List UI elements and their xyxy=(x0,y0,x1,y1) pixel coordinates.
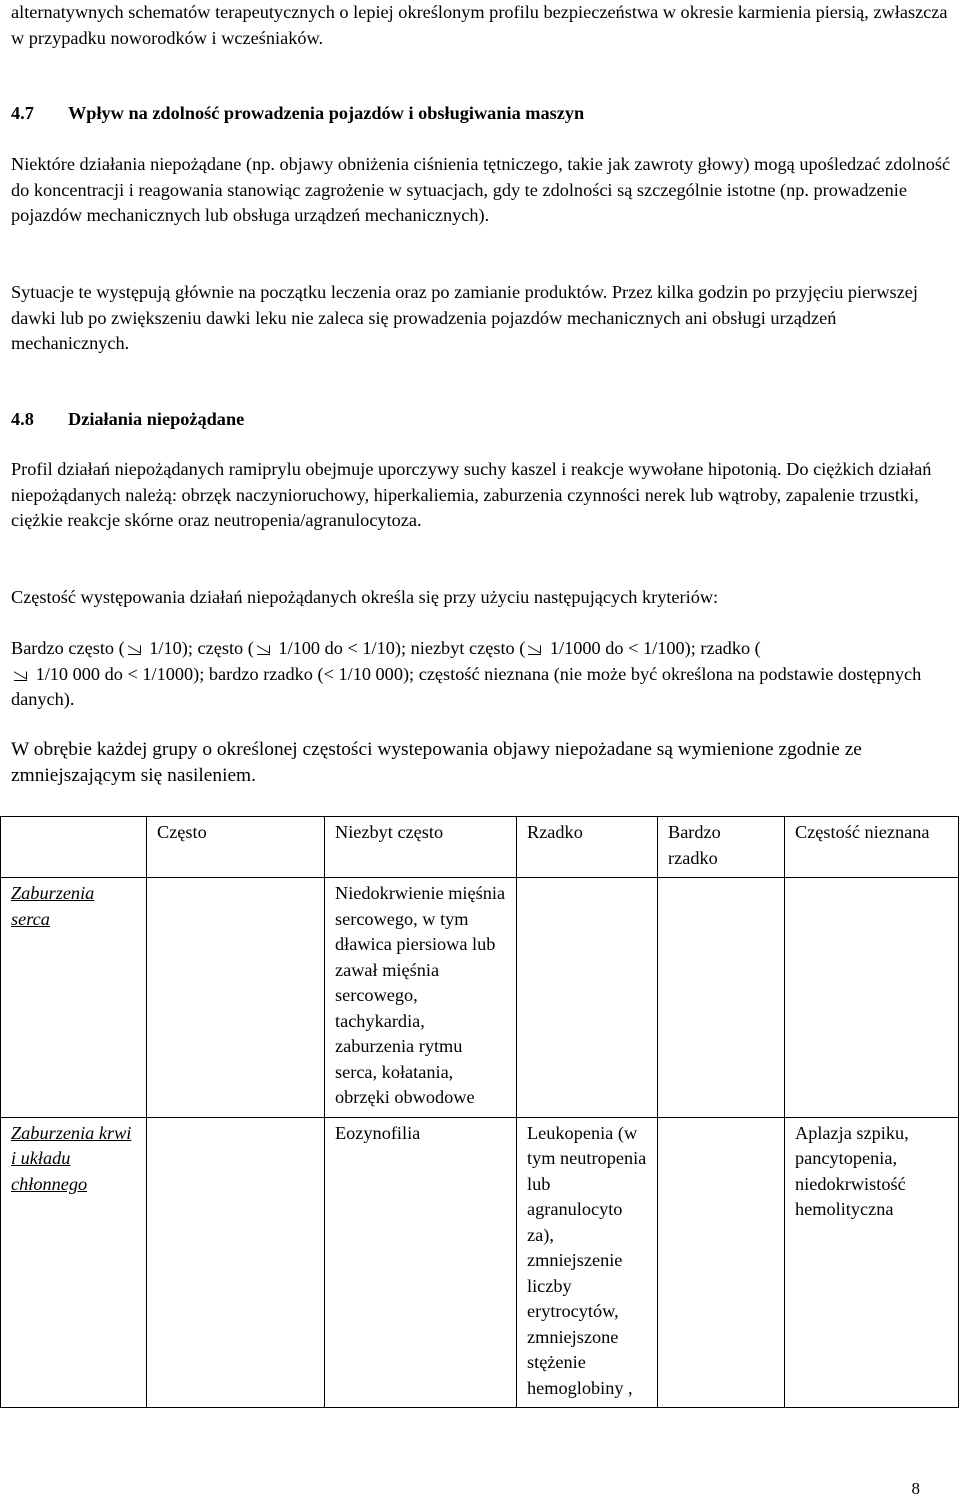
section-number: 4.8 xyxy=(11,409,34,429)
table-cell: Eozynofilia xyxy=(325,1117,517,1408)
table-cell-soc xyxy=(1,878,147,1118)
table-header-row xyxy=(1,817,959,878)
section-heading-4-7 xyxy=(11,101,584,127)
table-cell xyxy=(517,878,658,1118)
section-number: 4.7 xyxy=(11,103,34,123)
table-cell xyxy=(147,1117,325,1408)
table-cell: Niedokrwienie mięśnia sercowego, w tym dławica piersiowa lub zawał mięśnia sercowego, tachykardia, zaburzenia rytmu serca, kołatania, obrzęki obwodowe xyxy=(325,878,517,1118)
table-cell xyxy=(658,878,785,1118)
table-header-cell xyxy=(1,817,147,878)
paragraph-ordering-note: W obrębie każdej grupy o określonej częstości wystepowania objawy niepożadane są wymienione zgodnie ze zmniejszającym się nasileniem. xyxy=(11,739,862,786)
table-cell xyxy=(147,878,325,1118)
greater-or-equal-icon xyxy=(527,639,543,655)
table-header-cell: Niezbyt często xyxy=(325,817,517,878)
section-title: Działania niepożądane xyxy=(68,409,245,429)
paragraph-4-8-2: Częstość występowania działań niepożądanych określa się przy użyciu następujących kryteriów: xyxy=(11,587,719,607)
soc-label: Zaburzenia krwi i układu chłonnego xyxy=(11,1122,132,1194)
greater-or-equal-icon xyxy=(256,639,272,655)
table-cell-soc xyxy=(1,1117,147,1408)
paragraph-4-7-1: Niektóre działania niepożądane (np. objawy obniżenia ciśnienia tętniczego, takie jak zawroty głowy) mogą upośledzać zdolność do koncentracji i reagowania stanowiąc zagrożenie w sytuacjach, gdy te zdolności są szczególnie istotne (np. prowadzenie pojazdów mechanicznych lub obsługa urządzeń mechanicznych). xyxy=(11,154,951,225)
table-header-cell: Częstość nieznana xyxy=(785,817,959,878)
paragraph-4-7-2: Sytuacje te występują głównie na początku leczenia oraz po zamianie produktów. Przez kilka godzin po przyjęciu pierwszej dawki lub po zwiększeniu dawki leku nie zaleca się prowadzenia pojazdów mechanicznych ani obsługi urządzeń mechanicznych. xyxy=(11,282,918,353)
paragraph-4-8-1: Profil działań niepożądanych ramiprylu obejmuje uporczywy suchy kaszel i reakcje wywołane hipotonią. Do ciężkich działań niepożądanych należą: obrzęk naczynioruchowy, hiperkaliemia, zaburzenia czynności nerek lub wątroby, zapalenie trzustki, ciężkie reakcje skórne oraz neutropenia/agranulocytoza. xyxy=(11,459,932,530)
table-header-cell: Bardzo rzadko xyxy=(658,817,785,878)
section-title: Wpływ na zdolność prowadzenia pojazdów i obsługiwania maszyn xyxy=(68,103,585,123)
paragraph-intro: alternatywnych schematów terapeutycznych o lepiej określonym profilu bezpieczeństwa w okresie karmienia piersią, zwłaszcza w przypadku noworodków i wcześniaków. xyxy=(11,2,948,48)
table-row xyxy=(1,878,959,1118)
page-number: 8 xyxy=(911,1479,920,1498)
section-heading-4-8 xyxy=(11,407,244,433)
table-row xyxy=(1,1117,959,1408)
table-cell: Leukopenia (w tym neutropenia lub agranulocyto za), zmniejszenie liczby erytrocytów, zmniejszone stężenie hemoglobiny , xyxy=(517,1117,658,1408)
soc-label: Zaburzenia serca xyxy=(11,883,95,929)
table-cell xyxy=(658,1117,785,1408)
table-header-cell: Rzadko xyxy=(517,817,658,878)
table-header-cell: Często xyxy=(147,817,325,878)
adverse-effects-table xyxy=(0,816,959,1408)
table-cell xyxy=(785,878,959,1118)
paragraph-frequency-criteria: Bardzo często ( 1/10); często ( 1/100 do < 1/10); niezbyt często ( 1/1000 do < 1/100); rzadko ( 1/10 000 do < 1/1000); bardzo rzadko (< 1/10 000); częstość nieznana (nie może być określona na podstawie dostępnych danych). xyxy=(11,638,922,709)
greater-or-equal-icon xyxy=(13,665,29,681)
greater-or-equal-icon xyxy=(127,639,143,655)
table-cell: Aplazja szpiku, pancytopenia, niedokrwistość hemolityczna xyxy=(785,1117,959,1408)
